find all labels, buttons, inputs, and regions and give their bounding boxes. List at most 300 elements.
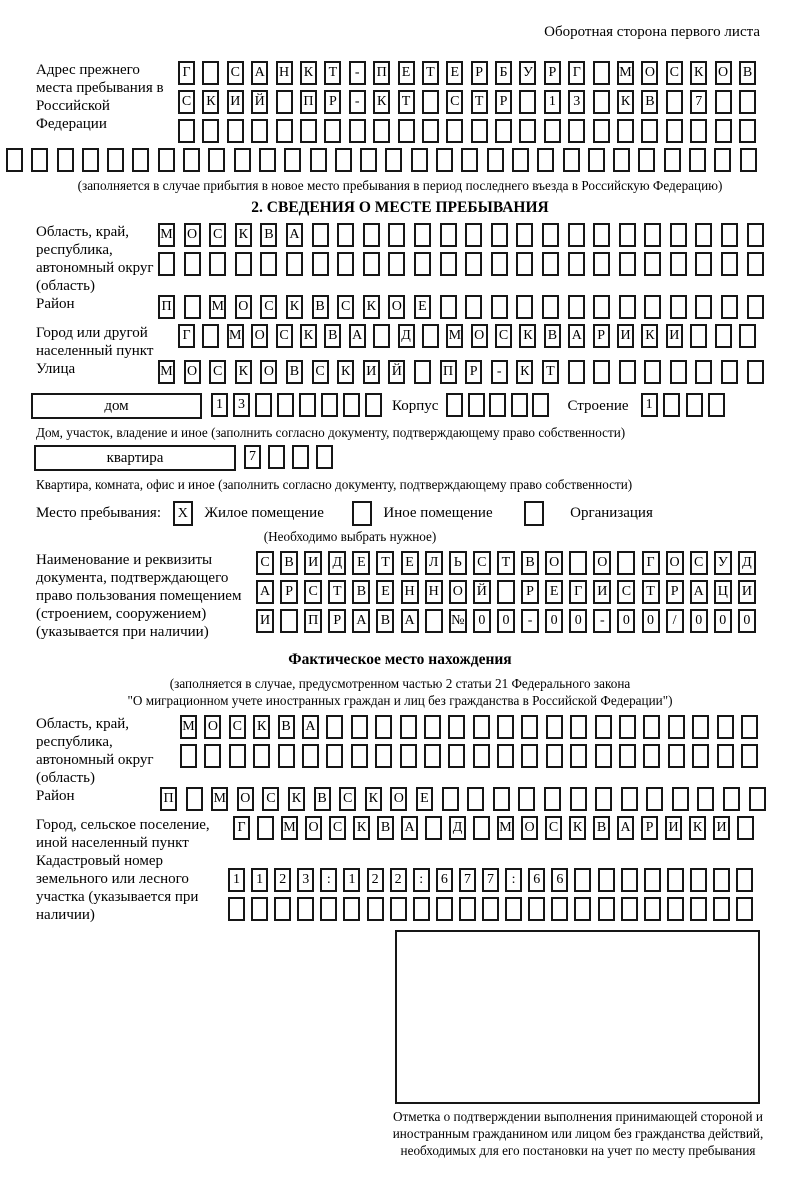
stay-type-label: Место пребывания:: [36, 504, 161, 521]
char-cell: 0: [473, 609, 491, 633]
char-cell: [343, 393, 360, 417]
char-cell: [619, 295, 636, 319]
char-cell: [422, 90, 439, 114]
char-cell: С: [178, 90, 195, 114]
char-cell: В: [278, 715, 295, 739]
apartment-line: [34, 445, 800, 474]
char-cell: М: [209, 295, 226, 319]
char-boxes-row: [180, 715, 758, 739]
char-cell: [666, 90, 683, 114]
char-cell: И: [227, 90, 244, 114]
char-cell: [491, 295, 508, 319]
char-cell: [621, 868, 638, 892]
district-field: [36, 295, 800, 324]
char-cell: [482, 897, 499, 921]
char-cell: [546, 744, 563, 768]
char-cell: О: [305, 816, 322, 840]
fact-caption-line1: (заполняется в случае, предусмотренном частью 2 статьи 21 Федерального закона: [169, 676, 631, 691]
char-boxes-row: [178, 90, 756, 114]
char-cell: [255, 393, 272, 417]
char-cell: [335, 148, 352, 172]
char-cell: [568, 360, 585, 384]
char-cell: [741, 744, 758, 768]
char-cell: У: [714, 551, 732, 575]
cadastral-label: Кадастровый номер земельного или лесного участка (указывается при наличии): [36, 853, 199, 923]
char-cell: [132, 148, 149, 172]
house-box: дом: [31, 393, 202, 419]
char-cell: Г: [642, 551, 660, 575]
char-cell: Т: [497, 551, 515, 575]
char-cell: О: [184, 223, 201, 247]
char-cell: :: [505, 868, 522, 892]
char-cell: И: [593, 580, 611, 604]
fact-caption-line2: "О миграционном учете иностранных граждан и лиц без гражданства в Российской Федерации"): [127, 693, 673, 708]
char-cell: [493, 787, 510, 811]
fact-city-label: Город, сельское поселение, иной населенный пункт: [36, 817, 210, 851]
char-cell: А: [256, 580, 274, 604]
stay-checkbox-organization: [524, 501, 544, 526]
stay-checkbox-other-premises: [352, 501, 372, 526]
char-boxes-row: [178, 61, 756, 85]
char-cell: [619, 223, 636, 247]
char-cell: [259, 148, 276, 172]
char-cell: [31, 148, 48, 172]
char-cell: Г: [233, 816, 250, 840]
char-cell: [598, 897, 615, 921]
char-cell: [739, 119, 756, 143]
char-cell: Е: [446, 61, 463, 85]
korpus-cells: [446, 393, 549, 417]
char-boxes-row: [178, 119, 756, 143]
char-cell: [672, 787, 689, 811]
char-cell: [644, 295, 661, 319]
char-cell: [280, 609, 298, 633]
char-cell: [184, 295, 201, 319]
char-cell: Р: [544, 61, 561, 85]
char-boxes-row: [158, 223, 764, 247]
char-cell: [253, 744, 270, 768]
char-cell: [690, 897, 707, 921]
char-cell: [497, 715, 514, 739]
char-cell: В: [376, 609, 394, 633]
char-cell: 1: [211, 393, 228, 417]
char-cell: 7: [244, 445, 261, 469]
char-cell: [747, 223, 764, 247]
char-cell: А: [401, 609, 419, 633]
char-cell: [621, 787, 638, 811]
char-cell: В: [521, 551, 539, 575]
char-cell: [670, 360, 687, 384]
char-cell: №: [449, 609, 467, 633]
char-cell: [741, 715, 758, 739]
char-cell: О: [237, 787, 254, 811]
char-cell: [312, 223, 329, 247]
char-cell: К: [690, 61, 707, 85]
char-cell: [512, 148, 529, 172]
char-cell: [646, 787, 663, 811]
char-cell: С: [545, 816, 562, 840]
char-cell: [158, 252, 175, 276]
char-cell: О: [388, 295, 405, 319]
char-boxes-row: [228, 868, 753, 892]
char-cell: [473, 715, 490, 739]
char-cell: [542, 223, 559, 247]
prev-address-field: [36, 61, 800, 148]
char-cell: [521, 715, 538, 739]
char-cell: Т: [324, 61, 341, 85]
char-cell: [388, 252, 405, 276]
char-cell: О: [251, 324, 268, 348]
char-cell: А: [302, 715, 319, 739]
char-cell: [595, 787, 612, 811]
char-cell: Й: [388, 360, 405, 384]
char-cell: [519, 90, 536, 114]
char-cell: [690, 119, 707, 143]
char-cell: П: [304, 609, 322, 633]
char-cell: [617, 119, 634, 143]
char-cell: К: [569, 816, 586, 840]
char-cell: [574, 897, 591, 921]
char-cell: [668, 715, 685, 739]
char-cell: [736, 897, 753, 921]
prev-address-rows: [178, 61, 756, 148]
char-cell: 0: [690, 609, 708, 633]
char-boxes-row: [256, 551, 756, 575]
char-cell: А: [349, 324, 366, 348]
house-number-cells: [211, 393, 382, 417]
char-cell: [593, 90, 610, 114]
char-cell: К: [516, 360, 533, 384]
char-cell: К: [286, 295, 303, 319]
char-cell: Р: [471, 61, 488, 85]
char-cell: Г: [178, 324, 195, 348]
char-cell: [390, 897, 407, 921]
char-cell: О: [715, 61, 732, 85]
char-cell: М: [158, 360, 175, 384]
char-cell: [516, 295, 533, 319]
char-cell: 6: [551, 868, 568, 892]
char-cell: [546, 715, 563, 739]
char-cell: И: [666, 324, 683, 348]
char-cell: [568, 295, 585, 319]
char-cell: [641, 119, 658, 143]
char-cell: 0: [714, 609, 732, 633]
char-cell: В: [352, 580, 370, 604]
char-cell: [736, 868, 753, 892]
char-cell: М: [211, 787, 228, 811]
char-cell: [542, 295, 559, 319]
char-cell: [569, 551, 587, 575]
char-cell: 2: [367, 868, 384, 892]
header-note: Оборотная сторона первого листа: [544, 24, 760, 40]
char-cell: [473, 744, 490, 768]
char-cell: [235, 252, 252, 276]
char-cell: Г: [178, 61, 195, 85]
char-cell: [400, 744, 417, 768]
char-cell: [251, 119, 268, 143]
stay-type-line: [36, 501, 800, 526]
char-cell: И: [713, 816, 730, 840]
char-cell: Р: [521, 580, 539, 604]
char-cell: 0: [569, 609, 587, 633]
char-cell: [465, 223, 482, 247]
char-cell: 3: [233, 393, 250, 417]
char-cell: Е: [545, 580, 563, 604]
char-cell: [721, 252, 738, 276]
char-cell: [227, 119, 244, 143]
char-cell: А: [617, 816, 634, 840]
char-cell: [519, 119, 536, 143]
char-cell: В: [312, 295, 329, 319]
char-cell: К: [641, 324, 658, 348]
char-cell: [180, 744, 197, 768]
char-cell: [204, 744, 221, 768]
char-cell: Д: [398, 324, 415, 348]
char-cell: О: [593, 551, 611, 575]
char-cell: [385, 148, 402, 172]
stroenie-cells: [641, 393, 726, 417]
char-cell: [621, 897, 638, 921]
char-cell: О: [641, 61, 658, 85]
korpus-label: Корпус: [392, 398, 439, 414]
house-line: [31, 393, 800, 422]
char-cell: С: [617, 580, 635, 604]
char-cell: Т: [398, 90, 415, 114]
char-cell: 3: [297, 868, 314, 892]
char-cell: [737, 816, 754, 840]
char-cell: -: [521, 609, 539, 633]
char-cell: 1: [251, 868, 268, 892]
char-cell: Ц: [714, 580, 732, 604]
char-cell: [440, 223, 457, 247]
char-cell: Д: [449, 816, 466, 840]
char-cell: [375, 715, 392, 739]
char-cell: А: [690, 580, 708, 604]
char-cell: [183, 148, 200, 172]
char-cell: [446, 119, 463, 143]
char-cell: [178, 119, 195, 143]
prev-address-label: Адрес прежнего места пребывания в Российской Федерации: [36, 62, 164, 132]
char-cell: [337, 223, 354, 247]
char-cell: Т: [642, 580, 660, 604]
char-cell: С: [227, 61, 244, 85]
char-cell: Н: [425, 580, 443, 604]
char-cell: [695, 360, 712, 384]
stay-option-organization-label: Организация: [570, 504, 653, 521]
char-cell: [316, 445, 333, 469]
char-cell: [593, 119, 610, 143]
doc-label: Наименование и реквизиты документа, подтверждающего право пользования помещением (строением, сооружением) (указывается при наличии): [36, 552, 242, 640]
char-cell: О: [545, 551, 563, 575]
char-cell: Р: [328, 609, 346, 633]
char-cell: [670, 295, 687, 319]
char-cell: -: [593, 609, 611, 633]
char-cell: [690, 324, 707, 348]
char-cell: К: [235, 223, 252, 247]
char-cell: [277, 393, 294, 417]
char-cell: [360, 148, 377, 172]
char-cell: И: [363, 360, 380, 384]
fact-district-label: Район: [36, 788, 75, 804]
char-cell: Н: [276, 61, 293, 85]
char-cell: И: [738, 580, 756, 604]
char-cell: [551, 897, 568, 921]
char-boxes-row: [256, 580, 756, 604]
char-cell: 7: [459, 868, 476, 892]
char-cell: [411, 148, 428, 172]
char-cell: [375, 744, 392, 768]
char-cell: [664, 148, 681, 172]
char-cell: /: [666, 609, 684, 633]
char-cell: [260, 252, 277, 276]
char-cell: [302, 744, 319, 768]
char-cell: [717, 744, 734, 768]
char-cell: С: [329, 816, 346, 840]
prev-address-caption: (заполняется в случае прибытия в новое место пребывания в период последнего въезда в Российскую Федерацию): [77, 178, 723, 193]
char-cell: [268, 445, 285, 469]
char-cell: [713, 897, 730, 921]
char-cell: М: [497, 816, 514, 840]
char-cell: О: [666, 551, 684, 575]
char-cell: С: [304, 580, 322, 604]
char-cell: [568, 252, 585, 276]
char-cell: [518, 787, 535, 811]
char-cell: В: [286, 360, 303, 384]
char-cell: [487, 148, 504, 172]
char-cell: [414, 252, 431, 276]
char-cell: К: [235, 360, 252, 384]
char-cell: Й: [251, 90, 268, 114]
stroenie-label: Строение: [567, 398, 629, 414]
char-cell: [497, 580, 515, 604]
char-cell: К: [363, 295, 380, 319]
char-cell: М: [281, 816, 298, 840]
char-cell: [424, 744, 441, 768]
char-cell: [365, 393, 382, 417]
char-cell: [209, 252, 226, 276]
char-cell: М: [227, 324, 244, 348]
char-cell: П: [158, 295, 175, 319]
char-cell: 2: [274, 868, 291, 892]
char-cell: К: [689, 816, 706, 840]
stamp-box: [395, 930, 760, 1104]
char-cell: Т: [542, 360, 559, 384]
char-cell: [186, 787, 203, 811]
char-cell: 3: [568, 90, 585, 114]
char-cell: С: [337, 295, 354, 319]
char-cell: [595, 744, 612, 768]
char-cell: К: [617, 90, 634, 114]
char-cell: [570, 744, 587, 768]
char-boxes-row: [228, 897, 753, 921]
char-cell: 2: [390, 868, 407, 892]
char-cell: [667, 868, 684, 892]
char-cell: [598, 868, 615, 892]
char-cell: Т: [471, 90, 488, 114]
char-boxes-row: [158, 360, 764, 384]
section2-title: 2. СВЕДЕНИЯ О МЕСТЕ ПРЕБЫВАНИЯ: [251, 199, 549, 216]
char-cell: [184, 252, 201, 276]
char-cell: Е: [398, 61, 415, 85]
char-cell: [491, 223, 508, 247]
char-cell: [343, 897, 360, 921]
char-cell: [202, 324, 219, 348]
char-cell: [326, 744, 343, 768]
char-cell: О: [235, 295, 252, 319]
char-cell: 0: [497, 609, 515, 633]
stay-checkbox-residential: X: [173, 501, 193, 526]
char-cell: О: [204, 715, 221, 739]
char-cell: О: [449, 580, 467, 604]
char-cell: [697, 787, 714, 811]
char-cell: 1: [228, 868, 245, 892]
char-cell: А: [401, 816, 418, 840]
char-cell: [440, 295, 457, 319]
char-cell: Н: [401, 580, 419, 604]
char-cell: [721, 295, 738, 319]
char-cell: [593, 295, 610, 319]
char-cell: [351, 744, 368, 768]
char-boxes-row: [180, 744, 758, 768]
char-cell: [459, 897, 476, 921]
char-cell: [413, 897, 430, 921]
char-cell: Т: [328, 580, 346, 604]
char-cell: С: [276, 324, 293, 348]
char-cell: [715, 119, 732, 143]
char-cell: К: [353, 816, 370, 840]
char-boxes-row: [178, 324, 756, 348]
char-cell: К: [337, 360, 354, 384]
char-cell: В: [593, 816, 610, 840]
char-cell: [686, 393, 703, 417]
char-cell: [505, 897, 522, 921]
char-cell: [373, 324, 390, 348]
char-boxes-row: [158, 295, 764, 319]
char-boxes-row: [233, 816, 754, 840]
char-cell: [297, 897, 314, 921]
char-cell: В: [377, 816, 394, 840]
char-cell: [373, 119, 390, 143]
char-cell: 0: [545, 609, 563, 633]
char-cell: [278, 744, 295, 768]
char-cell: [491, 252, 508, 276]
char-cell: [695, 223, 712, 247]
char-cell: О: [471, 324, 488, 348]
char-cell: [251, 897, 268, 921]
apartment-caption: Квартира, комната, офис и иное (заполнить согласно документу, подтверждающему право собственности): [36, 477, 633, 492]
char-cell: [663, 393, 680, 417]
char-cell: М: [180, 715, 197, 739]
char-cell: Р: [280, 580, 298, 604]
char-cell: [717, 715, 734, 739]
char-cell: [320, 897, 337, 921]
char-cell: Е: [401, 551, 419, 575]
region-field: [36, 223, 800, 295]
char-cell: [398, 119, 415, 143]
stay-option-residential-label: Жилое помещение: [204, 504, 324, 521]
char-cell: [544, 787, 561, 811]
char-cell: К: [202, 90, 219, 114]
char-cell: [234, 148, 251, 172]
char-cell: [440, 252, 457, 276]
char-cell: [363, 223, 380, 247]
char-cell: [422, 324, 439, 348]
char-cell: [721, 223, 738, 247]
char-cell: [257, 816, 274, 840]
char-cell: П: [440, 360, 457, 384]
char-cell: [495, 119, 512, 143]
char-cell: С: [690, 551, 708, 575]
